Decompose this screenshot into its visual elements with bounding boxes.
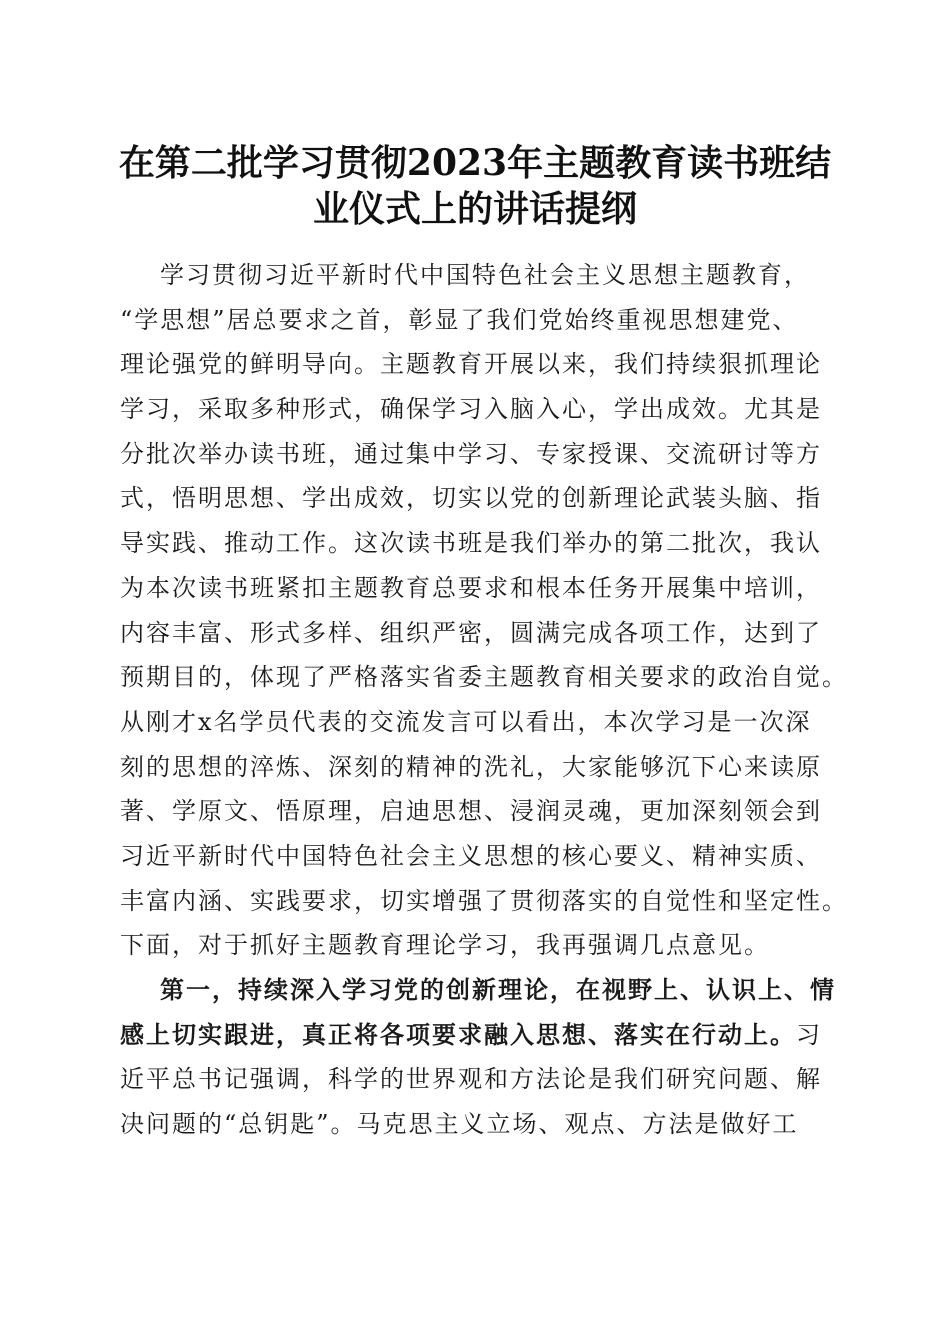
paragraph-line: 学习贯彻习近平新时代中国特色社会主义思想主题教育， — [160, 261, 810, 289]
paragraph-line: 下面，对于抓好主题教育理论学习，我再强调几点意见。 — [120, 931, 770, 960]
paragraph-line: 刻的思想的淬炼、深刻的精神的洗礼，大家能够沉下心来读原 — [120, 752, 822, 781]
paragraph-line: 预期目的，体现了严格落实省委主题教育相关要求的政治自觉。 — [120, 663, 848, 692]
paragraph-line: 从刚才x名学员代表的交流发言可以看出，本次学习是一次深 — [120, 707, 812, 736]
paragraph-line-tail: 习 — [796, 1020, 822, 1049]
paragraph-line: 决问题的“总钥匙”。马克思主义立场、观点、方法是做好工 — [120, 1110, 799, 1139]
title-line-1: 在第二批学习贯彻2023年主题教育读书班结 — [118, 142, 832, 184]
section-heading-continuation: 感上切实跟进，真正将各项要求融入思想、落实在行动上。 — [120, 1019, 796, 1049]
paragraph-line — [120, 1013, 832, 1058]
paragraph-line: 丰富内涵、实践要求，切实增强了贯彻落实的自觉性和坚定性。 — [120, 886, 848, 915]
paragraph-line: 内容丰富、形式多样、组织严密，圆满完成各项工作，达到了 — [120, 618, 822, 647]
paragraph-line: 近平总书记强调，科学的世界观和方法论是我们研究问题、解 — [120, 1065, 822, 1094]
paragraph-line: 著、学原文、悟原理，启迪思想、浸润灵魂，更加深刻领会到 — [120, 797, 822, 826]
paragraph-line: 分批次举办读书班，通过集中学习、专家授课、交流研讨等方 — [120, 439, 822, 468]
document-body — [120, 253, 848, 1147]
title-line-2: 业仪式上的讲话提纲 — [312, 188, 637, 230]
document-title — [100, 140, 850, 232]
paragraph-line: 学习，采取多种形式，确保学习入脑入心，学出成效。尤其是 — [120, 395, 822, 424]
section-heading-line: 第一，持续深入学习党的创新理论，在视野上、认识上、情 — [160, 975, 836, 1004]
paragraph-line: 习近平新时代中国特色社会主义思想的核心要义、精神实质、 — [120, 841, 822, 870]
paragraph-line: 导实践、推动工作。这次读书班是我们举办的第二批次，我认 — [120, 529, 822, 558]
paragraph-line: 为本次读书班紧扣主题教育总要求和根本任务开展集中培训， — [120, 573, 822, 602]
paragraph-line: 式，悟明思想、学出成效，切实以党的创新理论武装头脑、指 — [120, 484, 822, 513]
paragraph-line: “学思想”居总要求之首，彰显了我们党始终重视思想建党、 — [120, 305, 799, 334]
paragraph-line: 理论强党的鲜明导向。主题教育开展以来，我们持续狠抓理论 — [120, 350, 822, 379]
